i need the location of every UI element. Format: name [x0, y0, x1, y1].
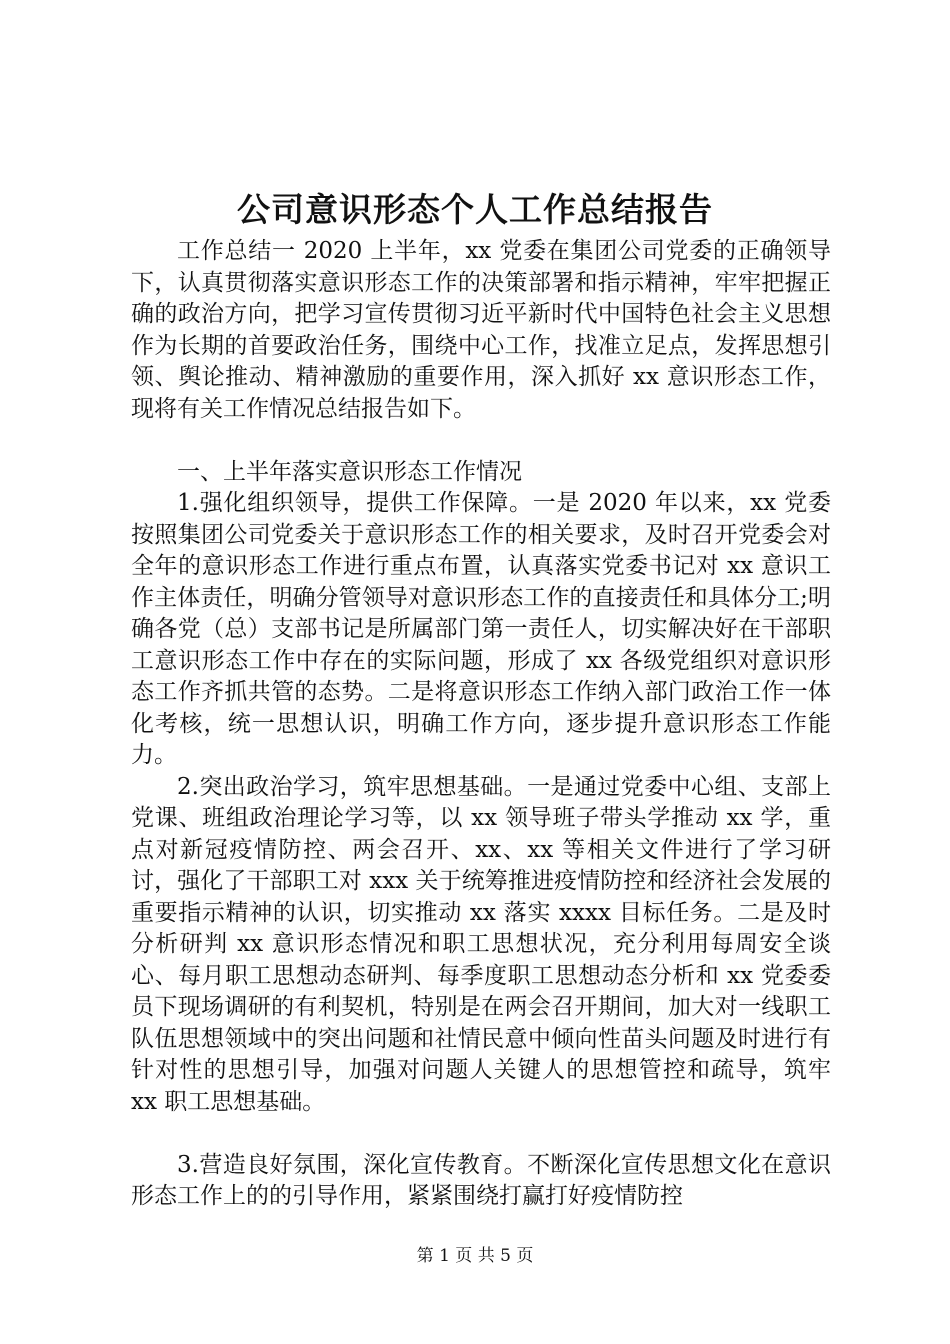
point-2-paragraph: 2.突出政治学习，筑牢思想基础。一是通过党委中心组、支部上党课、班组政治理论学习等，以 xx 领导班子带头学推动 xx 学，重点对新冠疫情防控、两会召开、xx、xx 等相关文件进行了学习研讨，强化了干部职工对 xxx 关于统筹推进疫情防控和经济社会发展的重要指示精神的认识，切实推动 xx 落实 xxxx 目标任务。二是及时分析研判 xx 意识形态情况和职工思想状况，充分利用每周安全谈心、每月职工思想动态研判、每季度职工思想动态分析和 xx 党委委员下现场调研的有利契机，特别是在两会召开期间，加大对一线职工队伍思想领域中的突出问题和社情民意中倾向性苗头问题及时进行有针对性的思想引导，加强对问题人关键人的思想管控和疏导，筑牢 xx 职工思想基础。 — [131, 773, 831, 1115]
intro-paragraph: 工作总结一 2020 上半年，xx 党委在集团公司党委的正确领导下，认真贯彻落实意识形态工作的决策部署和指示精神，牢牢把握正确的政治方向，把学习宣传贯彻习近平新时代中国特色社会主义思想作为长期的首要政治任务，围绕中心工作，找准立足点，发挥思想引领、舆论推动、精神激励的重要作用，深入抓好 xx 意识形态工作，现将有关工作情况总结报告如下。 — [131, 238, 831, 422]
paragraph-spacer — [131, 425, 831, 457]
document-title: 公司意识形态个人工作总结报告 — [237, 190, 713, 229]
section-heading: 一、上半年落实意识形态工作情况 — [177, 458, 522, 485]
point-1-paragraph: 1.强化组织领导，提供工作保障。一是 2020 年以来，xx 党委按照集团公司党委关于意识形态工作的相关要求，及时召开党委会对全年的意识形态工作进行重点布置，认真落实党委书记对 xx 意识工作主体责任，明确分管领导对意识形态工作的直接责任和具体分工;明确各党（总）支部书记是所属部门第一责任人，切实解决好在干部职工意识形态工作中存在的实际问题，形成了 xx 各级党组织对意识形态工作齐抓共管的态势。二是将意识形态工作纳入部门政治工作一体化考核，统一思想认识，明确工作方向，逐步提升意识形态工作能力。 — [131, 490, 831, 768]
document-body — [131, 236, 831, 1213]
paragraph-spacer — [131, 1118, 831, 1150]
point-3-paragraph: 3.营造良好氛围，深化宣传教育。不断深化宣传思想文化在意识形态工作上的的引导作用，紧紧围绕打赢打好疫情防控 — [131, 1151, 831, 1209]
page-footer: 第 1 页 共 5 页 — [416, 1246, 534, 1266]
